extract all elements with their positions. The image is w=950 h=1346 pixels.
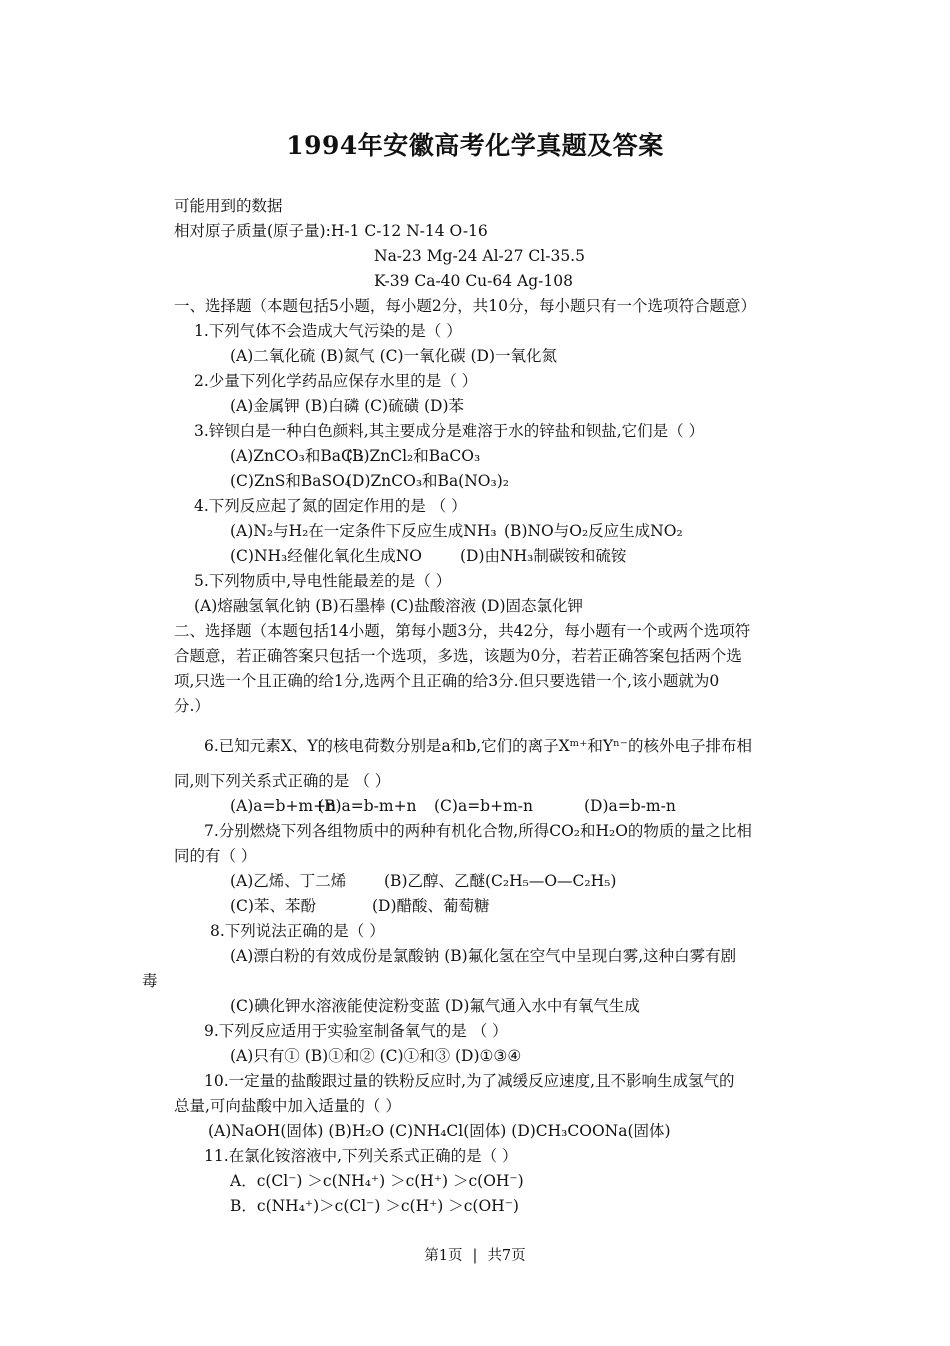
question-8-options-ab: (A)漂白粉的有效成份是氯酸钠 (B)氟化氢在空气中呈现白雾,这种白雾有剧 <box>230 947 737 965</box>
page-footer <box>0 1244 950 1265</box>
section2-heading-line-2: 合题意，若正确答案只包括一个选项，多选，该题为0分，若若正确答案包括两个选 <box>174 647 742 665</box>
question-10-line-2: 总量,可向盐酸中加入适量的（ ） <box>174 1097 401 1115</box>
question-2-options: (A)金属钾 (B)白磷 (C)硫磺 (D)苯 <box>230 397 465 415</box>
data-header: 可能用到的数据 <box>174 197 283 215</box>
question-8-options-ab-wrap: 毒 <box>142 972 158 990</box>
question-10-line-1: 10.一定量的盐酸跟过量的铁粉反应时,为了减缓反应速度,且不影响生成氢气的 <box>204 1072 735 1090</box>
question-1-options: (A)二氧化硫 (B)氮气 (C)一氧化碳 (D)一氧化氮 <box>230 347 558 365</box>
question-4: 4.下列反应起了氮的固定作用的是 （ ） <box>194 497 467 515</box>
question-11-option-a: A．c(Cl⁻) ＞c(NH₄⁺) ＞c(H⁺) ＞c(OH⁻) <box>230 1172 524 1190</box>
question-10-options: (A)NaOH(固体) (B)H₂O (C)NH₄Cl(固体) (D)CH₃COONa(固体) <box>208 1122 671 1140</box>
question-9: 9.下列反应适用于实验室制备氧气的是 （ ） <box>204 1022 508 1040</box>
footer-separator: | <box>472 1248 478 1264</box>
question-7-option-b: (B)乙醇、乙醚(C₂H₅—O—C₂H₅) <box>384 872 617 890</box>
section2-heading-line-3: 项,只选一个且正确的给1分,选两个且正确的给3分.但只要选错一个,该小题就为0 <box>174 672 720 690</box>
question-6-option-c: (C)a=b+m-n <box>434 797 534 815</box>
question-7-option-a: (A)乙烯、丁二烯 <box>230 872 347 890</box>
question-7-line-2: 同的有（ ） <box>174 847 257 865</box>
question-6-option-d: (D)a=b-m-n <box>584 797 676 815</box>
question-4-option-b: (B)NO与O₂反应生成NO₂ <box>504 522 683 540</box>
atomic-mass-row-2: Na-23 Mg-24 Al-27 Cl-35.5 <box>374 247 585 265</box>
section2-heading-line-4: 分.） <box>174 697 210 715</box>
section2-heading-line-1: 二、选择题（本题包括14小题，第每小题3分，共42分，每小题有一个或两个选项符 <box>174 622 751 640</box>
question-6-line-1: 6.已知元素X、Y的核电荷数分别是a和b,它们的离子Xᵐ⁺和Yⁿ⁻的核外电子排布相 <box>204 737 752 755</box>
question-2: 2.少量下列化学药品应保存水里的是（ ） <box>194 372 478 390</box>
question-8-options-cd: (C)碘化钾水溶液能使淀粉变蓝 (D)氟气通入水中有氧气生成 <box>230 997 640 1015</box>
question-3-option-b: (B)ZnCl₂和BaCO₃ <box>346 447 481 465</box>
question-11-option-b: B．c(NH₄⁺)＞c(Cl⁻) ＞c(H⁺) ＞c(OH⁻) <box>230 1197 519 1215</box>
question-6-line-2: 同,则下列关系式正确的是 （ ） <box>174 772 391 790</box>
question-1: 1.下列气体不会造成大气污染的是（ ） <box>194 322 462 340</box>
question-3-option-a: (A)ZnCO₃和BaCl₂ <box>230 447 364 465</box>
document-title: 1994年安徽高考化学真题及答案 <box>286 131 664 160</box>
question-6-option-b: (B)a=b-m+n <box>318 797 417 815</box>
question-3: 3.锌钡白是一种白色颜料,其主要成分是难溶于水的锌盐和钡盐,它们是（ ） <box>194 422 705 440</box>
page-number: 第1页 <box>424 1248 463 1264</box>
question-5: 5.下列物质中,导电性能最差的是（ ） <box>194 572 452 590</box>
question-3-option-d: (D)ZnCO₃和Ba(NO₃)₂ <box>346 472 509 490</box>
question-5-options: (A)熔融氢氧化钠 (B)石墨棒 (C)盐酸溶液 (D)固态氯化钾 <box>194 597 584 615</box>
question-4-option-a: (A)N₂与H₂在一定条件下反应生成NH₃ <box>230 522 497 540</box>
question-7-option-c: (C)苯、苯酚 <box>230 897 316 915</box>
question-7-option-d: (D)醋酸、葡萄糖 <box>372 897 490 915</box>
section1-heading: 一、选择题（本题包括5小题，每小题2分，共10分，每小题只有一个选项符合题意） <box>174 297 756 315</box>
atomic-mass-row-1: 相对原子质量(原子量):H-1 C-12 N-14 O-16 <box>174 222 488 240</box>
question-9-options: (A)只有① (B)①和② (C)①和③ (D)①③④ <box>230 1047 522 1065</box>
question-4-option-c: (C)NH₃经催化氧化生成NO <box>230 547 423 565</box>
question-6-option-a: (A)a=b+m+n <box>230 797 337 815</box>
question-7-line-1: 7.分别燃烧下列各组物质中的两种有机化合物,所得CO₂和H₂O的物质的量之比相 <box>204 822 752 840</box>
question-4-option-d: (D)由NH₃制碳铵和硫铵 <box>460 547 627 565</box>
question-11: 11.在氯化铵溶液中,下列关系式正确的是（ ） <box>204 1147 518 1165</box>
question-8: 8.下列说法正确的是（ ） <box>210 922 385 940</box>
page-total: 共7页 <box>487 1248 526 1264</box>
question-3-option-c: (C)ZnS和BaSO₄ <box>230 472 351 490</box>
atomic-mass-row-3: K-39 Ca-40 Cu-64 Ag-108 <box>374 272 573 290</box>
